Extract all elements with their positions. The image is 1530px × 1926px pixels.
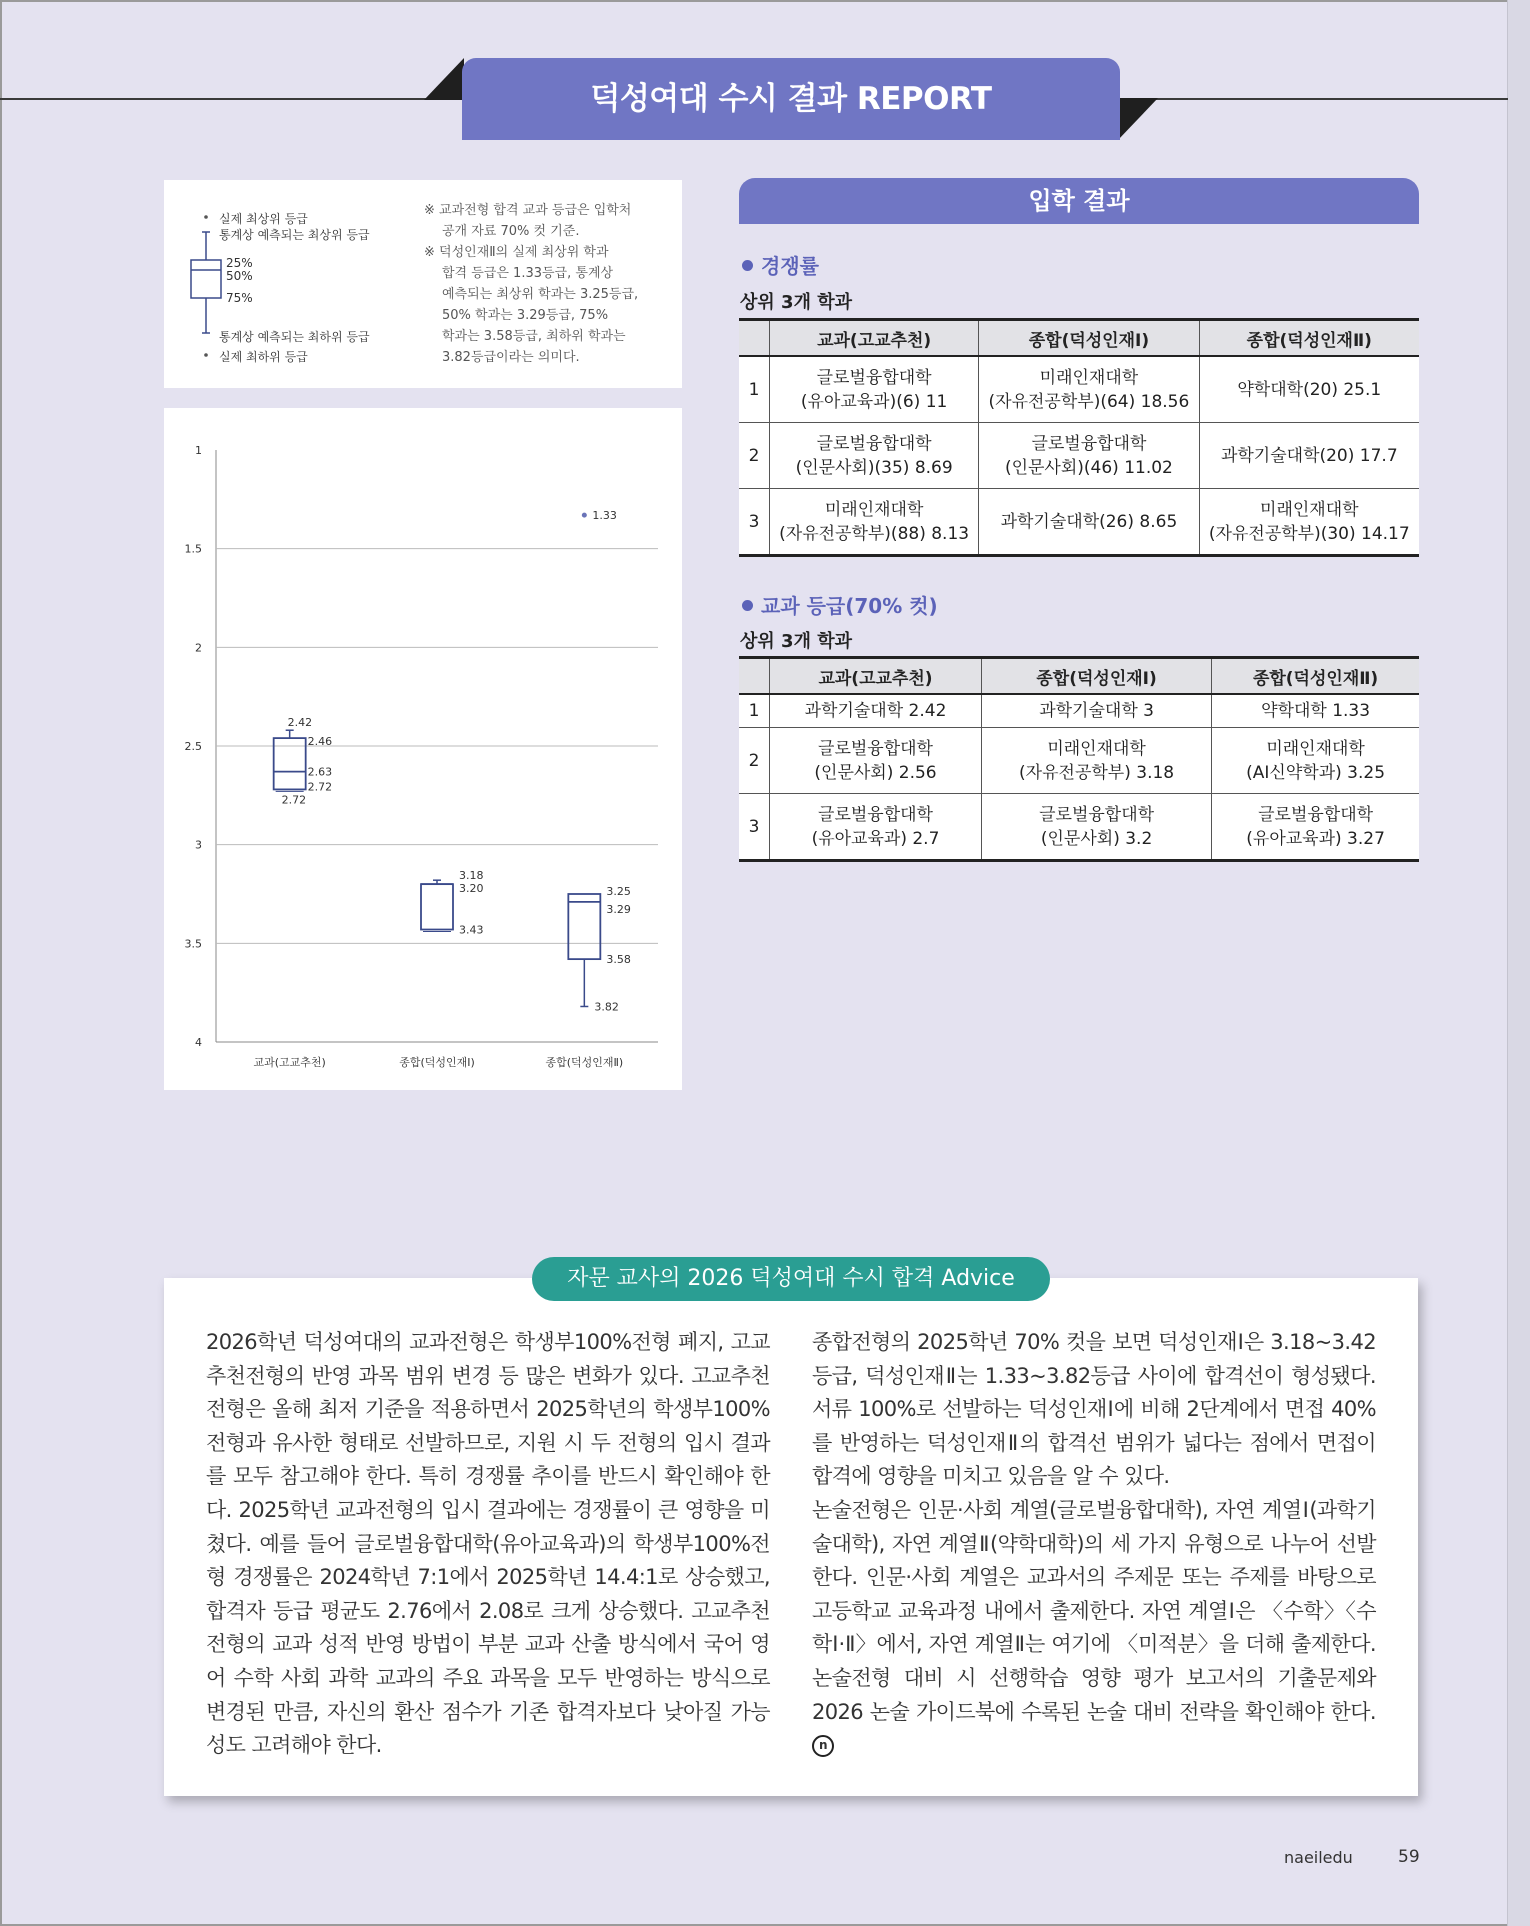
legend-top-whisker-label: 통계상 예측되는 최상위 등급: [219, 228, 370, 242]
data-label: 2.72: [307, 780, 333, 794]
table-cell: [982, 794, 1212, 861]
cell-line: 약학대학(20) 25.1: [1237, 379, 1382, 400]
rank-cell: 2: [739, 423, 770, 489]
data-label: 3.29: [606, 902, 631, 916]
legend-note-line: ※ 덕성인재Ⅱ의 실제 최상위 학과: [424, 245, 609, 260]
legend-q75-label: 75%: [226, 291, 253, 305]
advice-left-text: 2026학년 덕성여대의 교과전형은 학생부100%전형 폐지, 고교추천전형의 반영 과목 범위 변경 등 많은 변화가 있다. 고교추천전형은 올해 최저 기준을 적용하면서 2025학년의 학생부100%전형과 유사한 형태로 선발하므로, 지원 시 두 전형의 입시 결과를 모두 참고해야 한다. 특히 경쟁률 추이를 반드시 확인해야 한다. 2025학년 교과전형의 입시 결과에는 경쟁률이 큰 영향을 미쳤다. 예를 들어 글로벌융합대학(유아교육과)의 학생부100%전형 경쟁률은 2024학년 7:1에서 2025학년 14.4:1로 상승했고, 합격자 등급 평균도 2.76에서 2.08로 크게 상승했다. 고교추천전형의 교과 성적 반영 방법이 부분 교과 산출 방식에서 국어 영어 수학 사회 과학 교과의 주요 과목을 모두 반영하는 방식으로 변경된 만큼, 자신의 환산 점수가 기존 합격자보다 낮아질 가능성도 고려해야 한다.: [206, 1330, 770, 1758]
cell-line: 과학기술대학(20) 17.7: [1220, 445, 1398, 466]
box-body: [421, 884, 453, 929]
cell-line: 약학대학 1.33: [1261, 701, 1371, 721]
legend-note: [424, 200, 664, 368]
cell-line: 글로벌융합대학: [1039, 804, 1155, 825]
advice-right-column: [812, 1326, 1376, 1763]
table-cell: [770, 694, 982, 728]
cell-line: (자유전공학부)(64) 18.56: [988, 391, 1190, 412]
cell-line: 미래인재대학: [1039, 367, 1139, 388]
column-header: 종합(덕성인재Ⅰ): [979, 320, 1199, 357]
grades-heading-text: 교과 등급(70% 컷): [761, 594, 938, 618]
naeil-logo-icon: n: [812, 1735, 834, 1757]
legend-q50-label: 50%: [226, 269, 253, 283]
table-cell: [770, 794, 982, 861]
cell-line: 글로벌융합대학: [818, 738, 933, 759]
cell-line: 과학기술대학 3: [1039, 701, 1154, 721]
table-cell: [1212, 728, 1419, 794]
y-tick-label: 2: [195, 641, 202, 655]
cell-line: (유아교육과) 3.27: [1246, 828, 1385, 849]
box-body: [568, 894, 600, 959]
legend-note-line: 예측되는 최상위 학과는 3.25등급,: [442, 287, 639, 302]
table-cell: [770, 489, 979, 556]
cell-line: (자유전공학부) 3.18: [1019, 762, 1175, 783]
box-plot-svg: [164, 408, 682, 1090]
chart-legend: [164, 180, 682, 388]
competition-heading: [742, 250, 819, 279]
cell-line: (자유전공학부)(30) 14.17: [1208, 523, 1410, 544]
column-header: 교과(고교추천): [770, 320, 979, 357]
grades-caption: 상위 3개 학과: [740, 631, 852, 652]
cell-line: 글로벌융합대학: [818, 804, 933, 825]
legend-note-line: 학과는 3.58등급, 최하위 학과는: [442, 329, 626, 344]
table-header-row: [739, 320, 1419, 357]
table-cell: [979, 489, 1199, 556]
data-label: 3.18: [459, 869, 484, 883]
y-tick-label: 3.5: [184, 937, 202, 951]
advice-left-column: [206, 1326, 770, 1763]
table-cell: [770, 356, 979, 423]
data-label: 3.25: [606, 885, 631, 898]
table-cell: [1199, 489, 1419, 556]
column-header: 종합(덕성인재Ⅱ): [1199, 320, 1419, 357]
cell-line: (인문사회) 3.2: [1040, 828, 1153, 849]
cell-line: (AI신약학과) 3.25: [1246, 762, 1386, 783]
legend-note-line: 합격 등급은 1.33등급, 통계상: [442, 266, 614, 281]
grade-box-plot: [164, 408, 682, 1090]
table-cell: [770, 423, 979, 489]
table-cell: [1212, 694, 1419, 728]
y-tick-label: 1: [195, 444, 202, 457]
table-row: [739, 423, 1419, 489]
cell-line: (인문사회) 2.56: [814, 762, 937, 783]
table-row: [739, 728, 1419, 794]
data-label: 1.33: [592, 509, 617, 523]
cell-line: (인문사회)(46) 11.02: [1004, 457, 1173, 478]
cell-line: 글로벌융합대학: [1031, 433, 1147, 454]
data-label: 2.42: [287, 716, 313, 730]
rank-cell: 3: [739, 489, 770, 556]
table-cell: [979, 356, 1199, 423]
rank-header: [739, 658, 770, 695]
cell-line: (자유전공학부)(88) 8.13: [779, 523, 970, 544]
cell-line: 미래인재대학: [1260, 499, 1359, 520]
cell-line: 미래인재대학: [1047, 738, 1146, 759]
advice-title: 자문 교사의 2026 덕성여대 수시 합격 Advice: [532, 1257, 1050, 1301]
x-tick-label: 교과(고교추천): [253, 1056, 326, 1069]
table-cell: [982, 728, 1212, 794]
cell-line: 과학기술대학 2.42: [804, 701, 947, 721]
table-row: [739, 356, 1419, 423]
rank-header: [739, 320, 770, 357]
rank-cell: 1: [739, 356, 770, 423]
bullet-dot-icon: [742, 260, 753, 271]
footer-brand: naeiledu: [1284, 1848, 1353, 1867]
table-row: [739, 794, 1419, 861]
legend-note-line: 50% 학과는 3.29등급, 75%: [442, 308, 609, 323]
y-tick-label: 4: [195, 1036, 202, 1049]
data-label: 2.72: [281, 793, 307, 807]
column-header: 교과(고교추천): [770, 658, 982, 695]
grades-table: [739, 656, 1419, 862]
competition-table: [739, 318, 1419, 557]
cell-line: 글로벌융합대학: [1258, 804, 1374, 825]
y-tick-label: 1.5: [184, 542, 202, 556]
data-label: 3.82: [594, 1000, 619, 1014]
x-tick-label: 종합(덕성인재Ⅰ): [399, 1056, 475, 1069]
advice-right-text-1: 종합전형의 2025학년 70% 컷을 보면 덕성인재Ⅰ은 3.18~3.42등급, 덕성인재Ⅱ는 1.33~3.82등급 사이에 합격선이 형성됐다. 서류 100%로 선발하는 덕성인재Ⅰ에 비해 2단계에서 면접 40%를 반영하는 덕성인재Ⅱ의 합격선 범위가 넓다는 점에서 면접이 합격에 영향을 미치고 있음을 알 수 있다.: [812, 1330, 1376, 1489]
table-cell: [770, 728, 982, 794]
legend-top-dot-label: 실제 최상위 등급: [219, 212, 308, 226]
table-cell: [982, 694, 1212, 728]
table-header-row: [739, 658, 1419, 695]
column-header: 종합(덕성인재Ⅰ): [982, 658, 1212, 695]
competition-heading-text: 경쟁률: [761, 254, 819, 278]
table-cell: [1212, 794, 1419, 861]
header-right-corner: [1118, 98, 1158, 140]
advice-right-text-2-body: 논술전형은 인문·사회 계열(글로벌융합대학), 자연 계열Ⅰ(과학기술대학), 자연 계열Ⅱ(약학대학)의 세 가지 유형으로 나누어 선발한다. 인문·사회 계열은 교과서의 주제문 또는 주제를 바탕으로 고등학교 교육과정 내에서 출제한다. 자연 계열Ⅰ은 〈수학〉〈수학Ⅰ·Ⅱ〉에서, 자연 계열Ⅱ는 여기에 〈미적분〉을 더해 출제한다. 논술전형 대비 시 선행학습 영향 평가 보고서의 기출문제와 2026 논술 가이드북에 수록된 논술 대비 전략을 확인해야 한다.: [812, 1497, 1376, 1724]
data-label: 3.20: [459, 882, 484, 896]
legend-note-line: 3.82등급이라는 의미다.: [442, 350, 580, 365]
x-tick-label: 종합(덕성인재Ⅱ): [545, 1056, 624, 1069]
results-title: 입학 결과: [739, 178, 1419, 224]
legend-bottom-whisker-label: 통계상 예측되는 최하위 등급: [219, 330, 370, 344]
page-edge: [1507, 0, 1530, 1926]
y-tick-label: 3: [195, 838, 202, 852]
legend-note-line: 공개 자료 70% 컷 기준.: [442, 224, 580, 239]
cell-line: 글로벌융합대학: [816, 433, 932, 454]
rank-cell: 2: [739, 728, 770, 794]
table-row: [739, 489, 1419, 556]
rank-cell: 3: [739, 794, 770, 861]
data-label: 3.58: [606, 953, 631, 967]
advice-right-text-2: [812, 1494, 1376, 1763]
data-label: 2.63: [307, 765, 333, 779]
bullet-dot-icon: [742, 600, 753, 611]
table-cell: [1199, 423, 1419, 489]
cell-line: (유아교육과)(6) 11: [800, 391, 948, 412]
cell-line: 미래인재대학: [824, 499, 924, 520]
legend-q25-label: 25%: [226, 256, 253, 270]
legend-bottom-dot-label: 실제 최하위 등급: [219, 350, 308, 364]
data-label: 3.43: [459, 923, 484, 937]
table-row: [739, 694, 1419, 728]
rank-cell: 1: [739, 694, 770, 728]
column-header: 종합(덕성인재Ⅱ): [1212, 658, 1419, 695]
table-cell: [1199, 356, 1419, 423]
competition-caption: 상위 3개 학과: [740, 292, 852, 313]
cell-line: (유아교육과) 2.7: [811, 828, 940, 849]
page-number: 59: [1398, 1847, 1420, 1867]
outlier-point: [582, 513, 587, 518]
grades-heading: [742, 590, 938, 619]
table-cell: [979, 423, 1199, 489]
cell-line: 과학기술대학(26) 8.65: [1000, 511, 1178, 532]
cell-line: 글로벌융합대학: [816, 367, 932, 388]
page-title: 덕성여대 수시 결과 REPORT: [462, 58, 1120, 140]
legend-note-line: ※ 교과전형 합격 교과 등급은 입학처: [424, 203, 632, 218]
header-left-corner: [424, 58, 464, 100]
y-tick-label: 2.5: [184, 740, 202, 753]
cell-line: (인문사회)(35) 8.69: [795, 457, 953, 478]
data-label: 2.46: [307, 735, 333, 749]
cell-line: 미래인재대학: [1266, 738, 1365, 759]
